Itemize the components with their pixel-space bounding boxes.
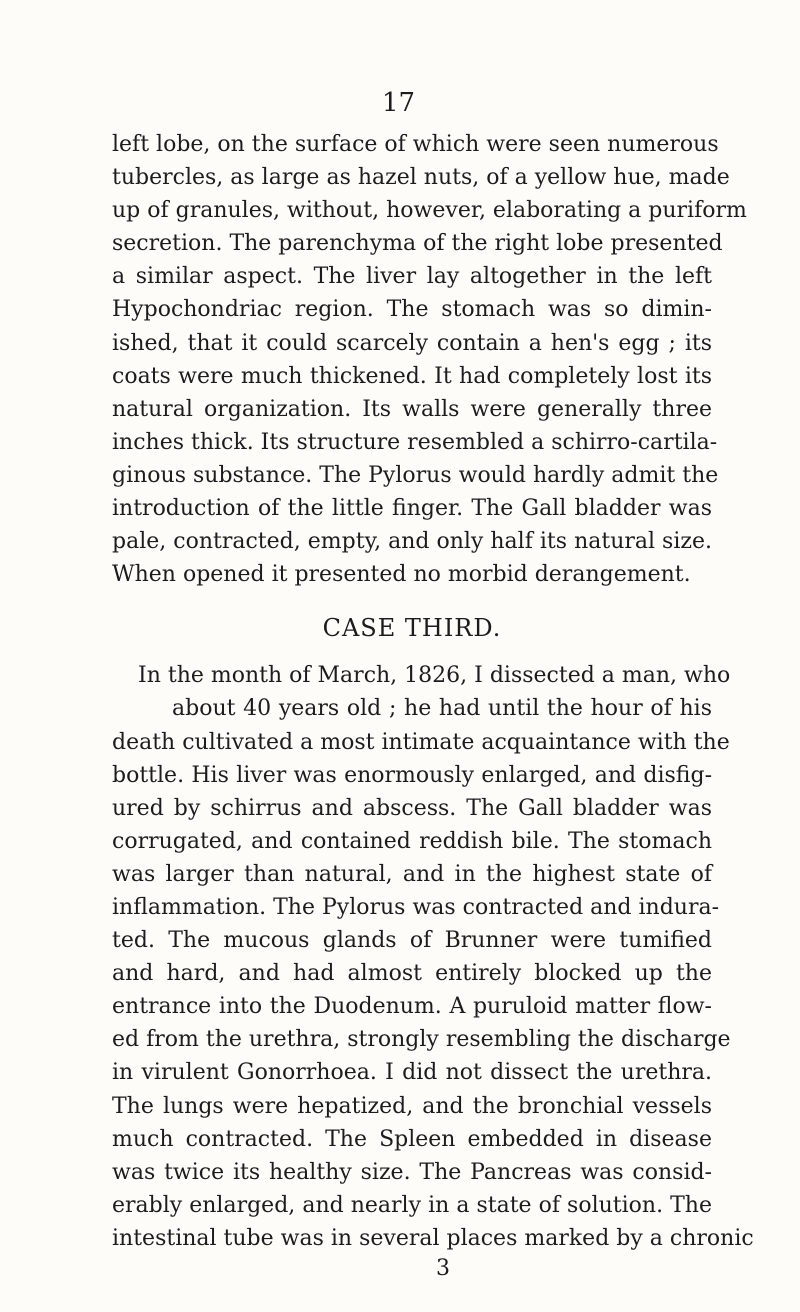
text-line: inflammation. The Pylorus was contracted and indura- [112, 894, 720, 920]
text-line: Hypochondriac region. The stomach was so dimin- [112, 297, 712, 323]
section-heading: CASE THIRD. [322, 614, 502, 643]
text-line: pale, contracted, empty, and only half its natural size. [112, 529, 712, 555]
paragraph-continued [112, 128, 747, 591]
text-line: introduction of the little finger. The Gall bladder was [112, 496, 712, 522]
paragraph-case-third [112, 659, 754, 1255]
page-number: 17 [382, 88, 416, 118]
text-line: The lungs were hepatized, and the bronchial vessels [112, 1093, 712, 1119]
text-line: intestinal tube was in several places marked by a chronic [112, 1225, 754, 1251]
text-line: natural organization. Its walls were generally three [112, 396, 712, 422]
text-line: tubercles, as large as hazel nuts, of a yellow hue, made [112, 165, 730, 191]
text-line: corrugated, and contained reddish bile. The stomach [112, 828, 712, 854]
text-line: in virulent Gonorrhoea. I did not dissect the urethra. [112, 1060, 712, 1086]
text-line: death cultivated a most intimate acquaintance with the [112, 729, 730, 755]
text-line: ured by schirrus and abscess. The Gall bladder was [112, 795, 712, 821]
text-line: coats were much thickened. It had completely lost its [112, 363, 712, 389]
text-line: and hard, and had almost entirely blocked up the [112, 961, 712, 987]
text-line: up of granules, without, however, elaborating a puriform [112, 198, 747, 224]
signature-mark: 3 [436, 1256, 450, 1281]
text-line: erably enlarged, and nearly in a state of solution. The [112, 1192, 712, 1218]
text-line: was twice its healthy size. The Pancreas was consid- [112, 1159, 712, 1185]
text-line: inches thick. Its structure resembled a schirro-cartila- [112, 429, 718, 455]
text-line: In the month of March, 1826, I dissected a man, who [138, 663, 731, 689]
body-text [112, 128, 754, 1255]
text-line: ished, that it could scarcely contain a hen's egg ; its [112, 330, 712, 356]
text-line: ginous substance. The Pylorus would hardly admit the [112, 462, 719, 488]
text-line: was larger than natural, and in the highest state of [112, 861, 712, 887]
text-line: secretion. The parenchyma of the right lobe presented [112, 231, 723, 257]
text-line: ted. The mucous glands of Brunner were tumified [112, 928, 712, 954]
text-line: bottle. His liver was enormously enlarged, and disfig- [112, 762, 712, 788]
text-line: a similar aspect. The liver lay altogether in the left [112, 264, 712, 290]
text-line: entrance into the Duodenum. A puruloid matter flow- [112, 994, 712, 1020]
text-line: much contracted. The Spleen embedded in disease [112, 1126, 712, 1152]
text-line: left lobe, on the surface of which were seen numerous [112, 132, 719, 157]
text-line: ed from the urethra, strongly resembling the discharge [112, 1027, 731, 1053]
text-line: about 40 years old ; he had until the hour of his [172, 696, 712, 722]
text-line: When opened it presented no morbid derangement. [112, 562, 691, 588]
